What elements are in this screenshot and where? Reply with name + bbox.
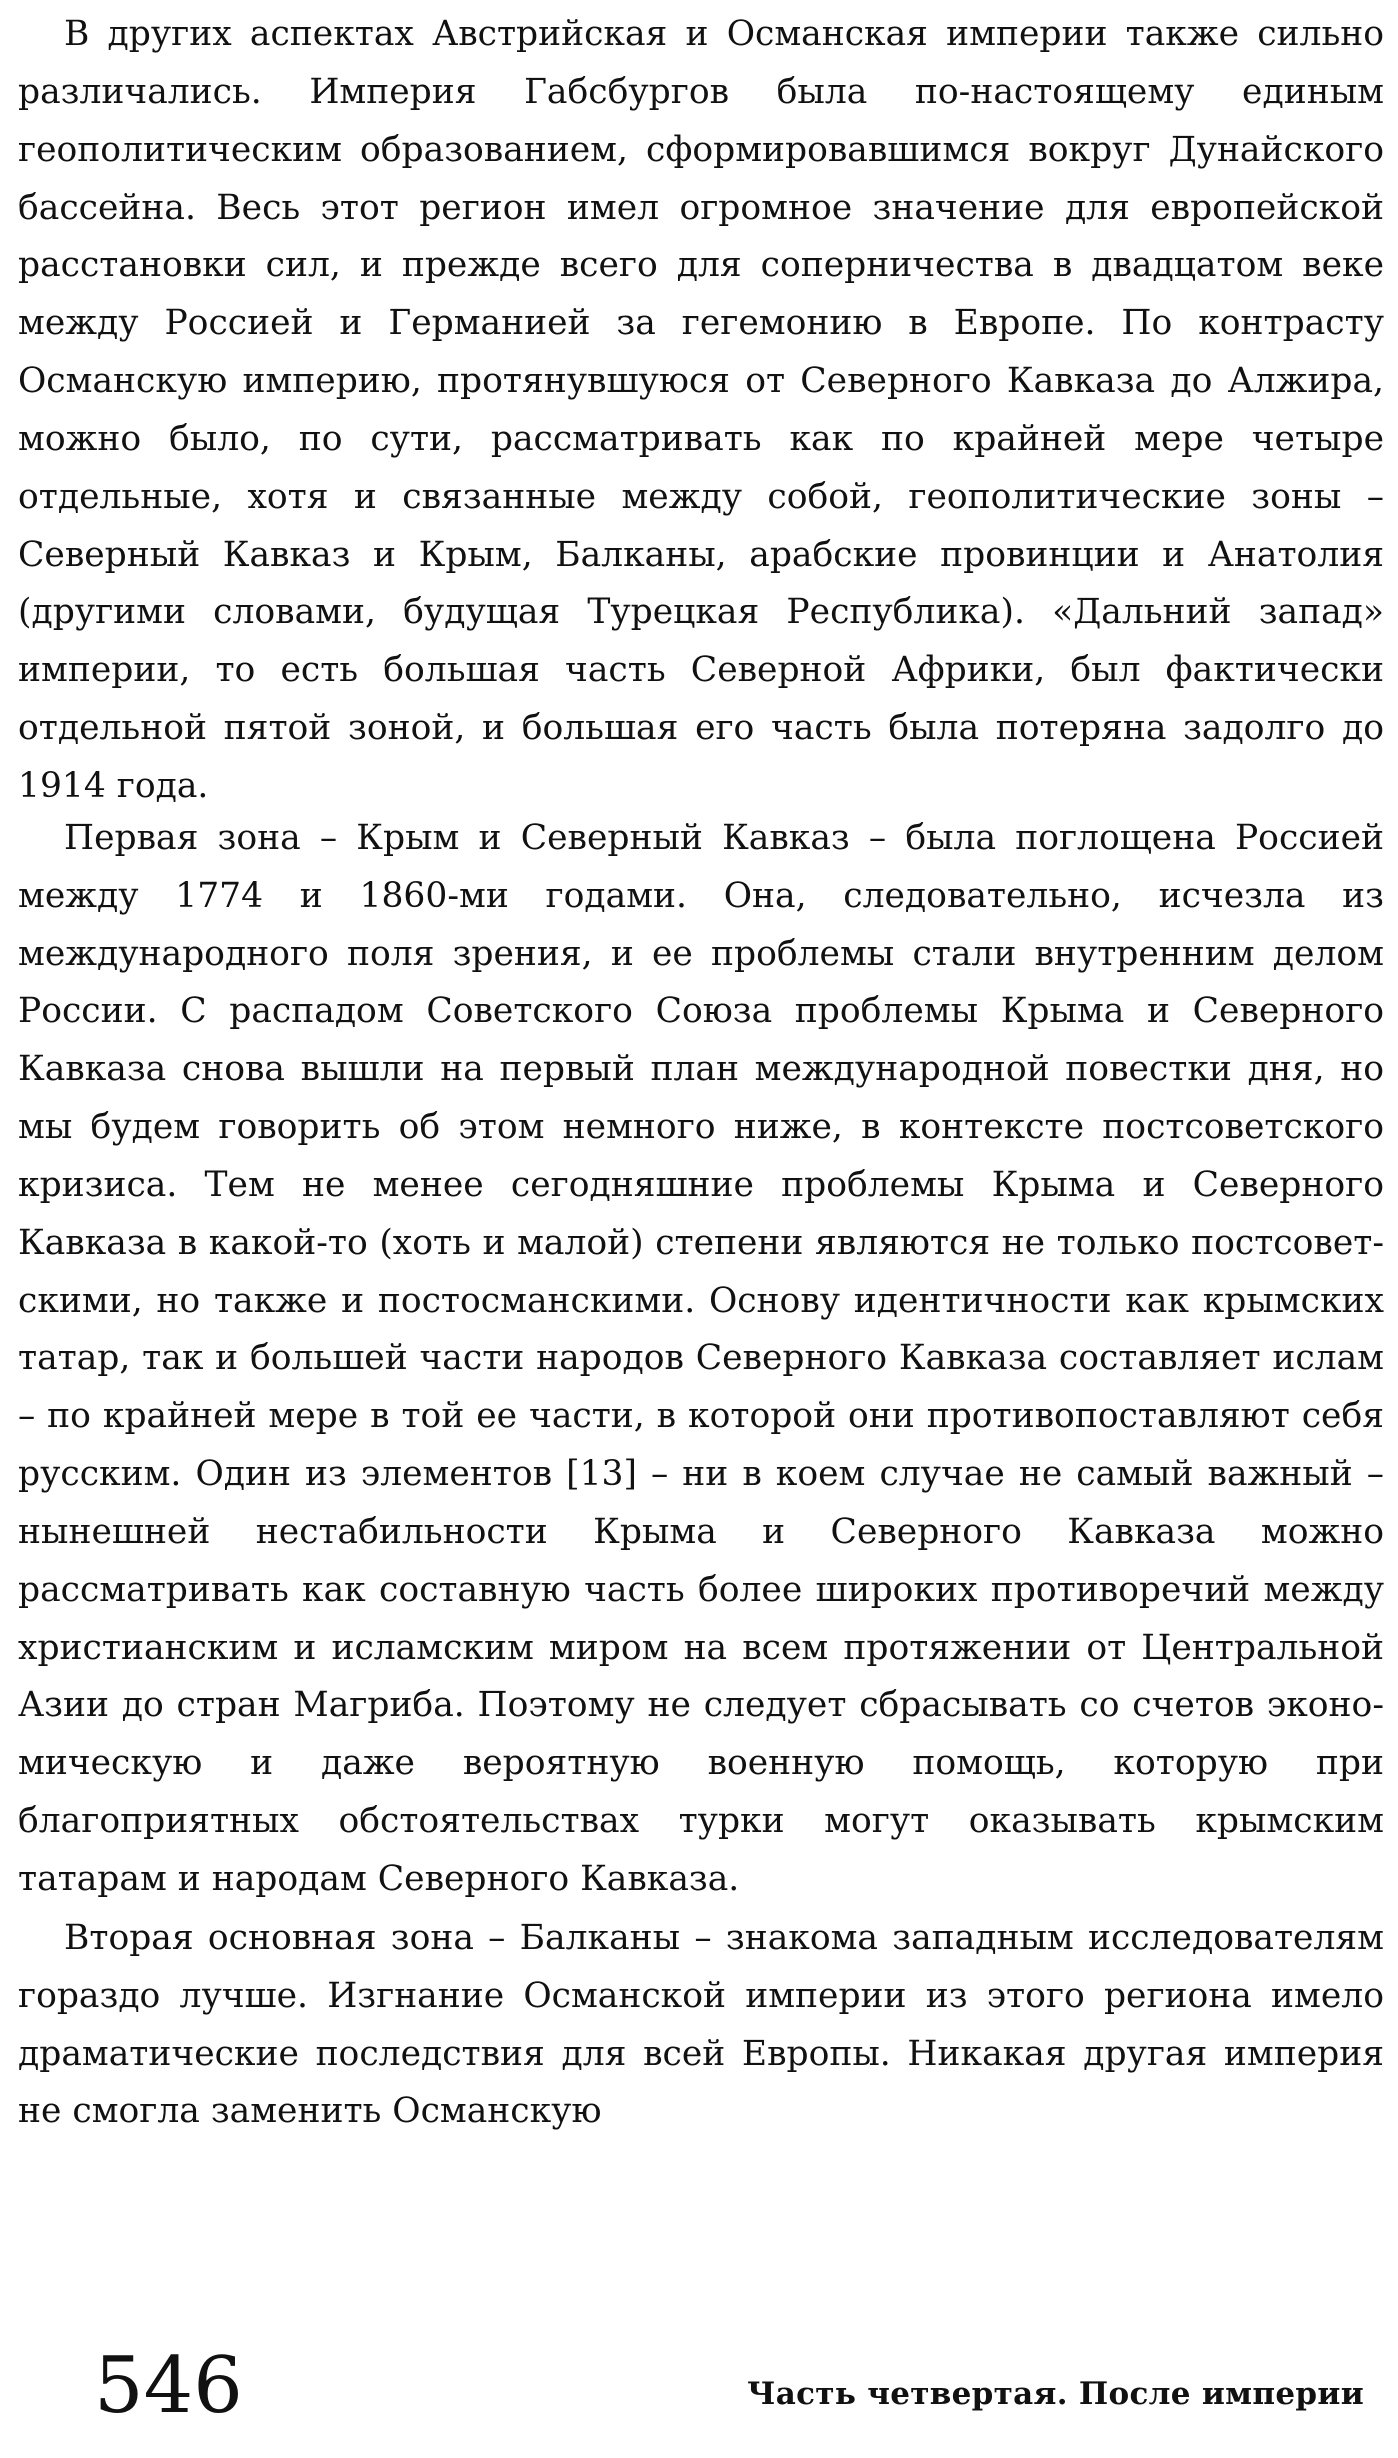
paragraph-1: В других аспектах Австрийская и Османская империи также сильно различались. Империя Габсбургов была по-настоящему единым геополитическим образованием, сформировавшимся вокруг Дунайского бассейна. Весь этот регион имел огромное значение для европейской расстановки сил, и прежде всего для соперничества в двадцатом веке между Россией и Германией за гегемонию в Европе. По контрасту Османскую империю, протянувшуюся от Северного Кавказа до Алжира, можно было, по сути, рассматривать как по крайней мере четыре отдельные, хотя и связанные между собой, геополитические зоны – Северный Кавказ и Крым, Балканы, арабские провинции и Анатолия (другими словами, будущая Турецкая Республика). «Дальний запад» империи, то есть большая часть Северной Африки, был фактически отдельной пятой зоной, и большая его часть была потеряна задолго до 1914 года. (18, 14, 1384, 806)
body-text (18, 6, 1384, 2141)
page-number: 546 (94, 2341, 243, 2431)
paragraph-2: Первая зона – Крым и Северный Кавказ – была поглощена Россией между 1774 и 1860-ми годами. Она, следовательно, исчезла из международного поля зрения, и ее проблемы стали внутренним делом России. С распадом Советского Союза проблемы Крыма и Северного Кавказа снова вышли на первый план международной повестки дня, но мы будем говорить об этом немного ниже, в контексте постсоветского кризиса. Тем не менее сегодняшние проблемы Крыма и Северного Кавказа в какой-то (хоть и малой) степени являются не только постсоветскими, но также и постосманскими. Основу идентичности как крымских татар, так и большей части народов Северного Кавказа составляет ислам – по крайней мере в той ее части, в которой они противопоставляют себя русским. Один из элементов [13] – ни в коем случае не самый важный – нынешней нестабильности Крыма и Северного Кавказа можно рассматривать как составную часть более широких противоречий между христианским и исламским миром на всем протяжении от Центральной Азии до стран Магриба. Поэтому не следует сбрасывать со счетов экономическую и даже вероятную военную помощь, которую при благоприятных обстоятельствах турки могут оказывать крымским татарам и народам Северного Кавказа. (18, 817, 1384, 1899)
running-title: Часть четвертая. После империи (747, 2376, 1364, 2412)
paragraph-3: Вторая основная зона – Балканы – знакома западным исследователям гораздо лучше. Изгнание Османской империи из этого региона имело драматические последствия для всей Европы. Никакая другая империя не смогла заменить Османскую (18, 1917, 1384, 2132)
page-footer (0, 2338, 1398, 2438)
